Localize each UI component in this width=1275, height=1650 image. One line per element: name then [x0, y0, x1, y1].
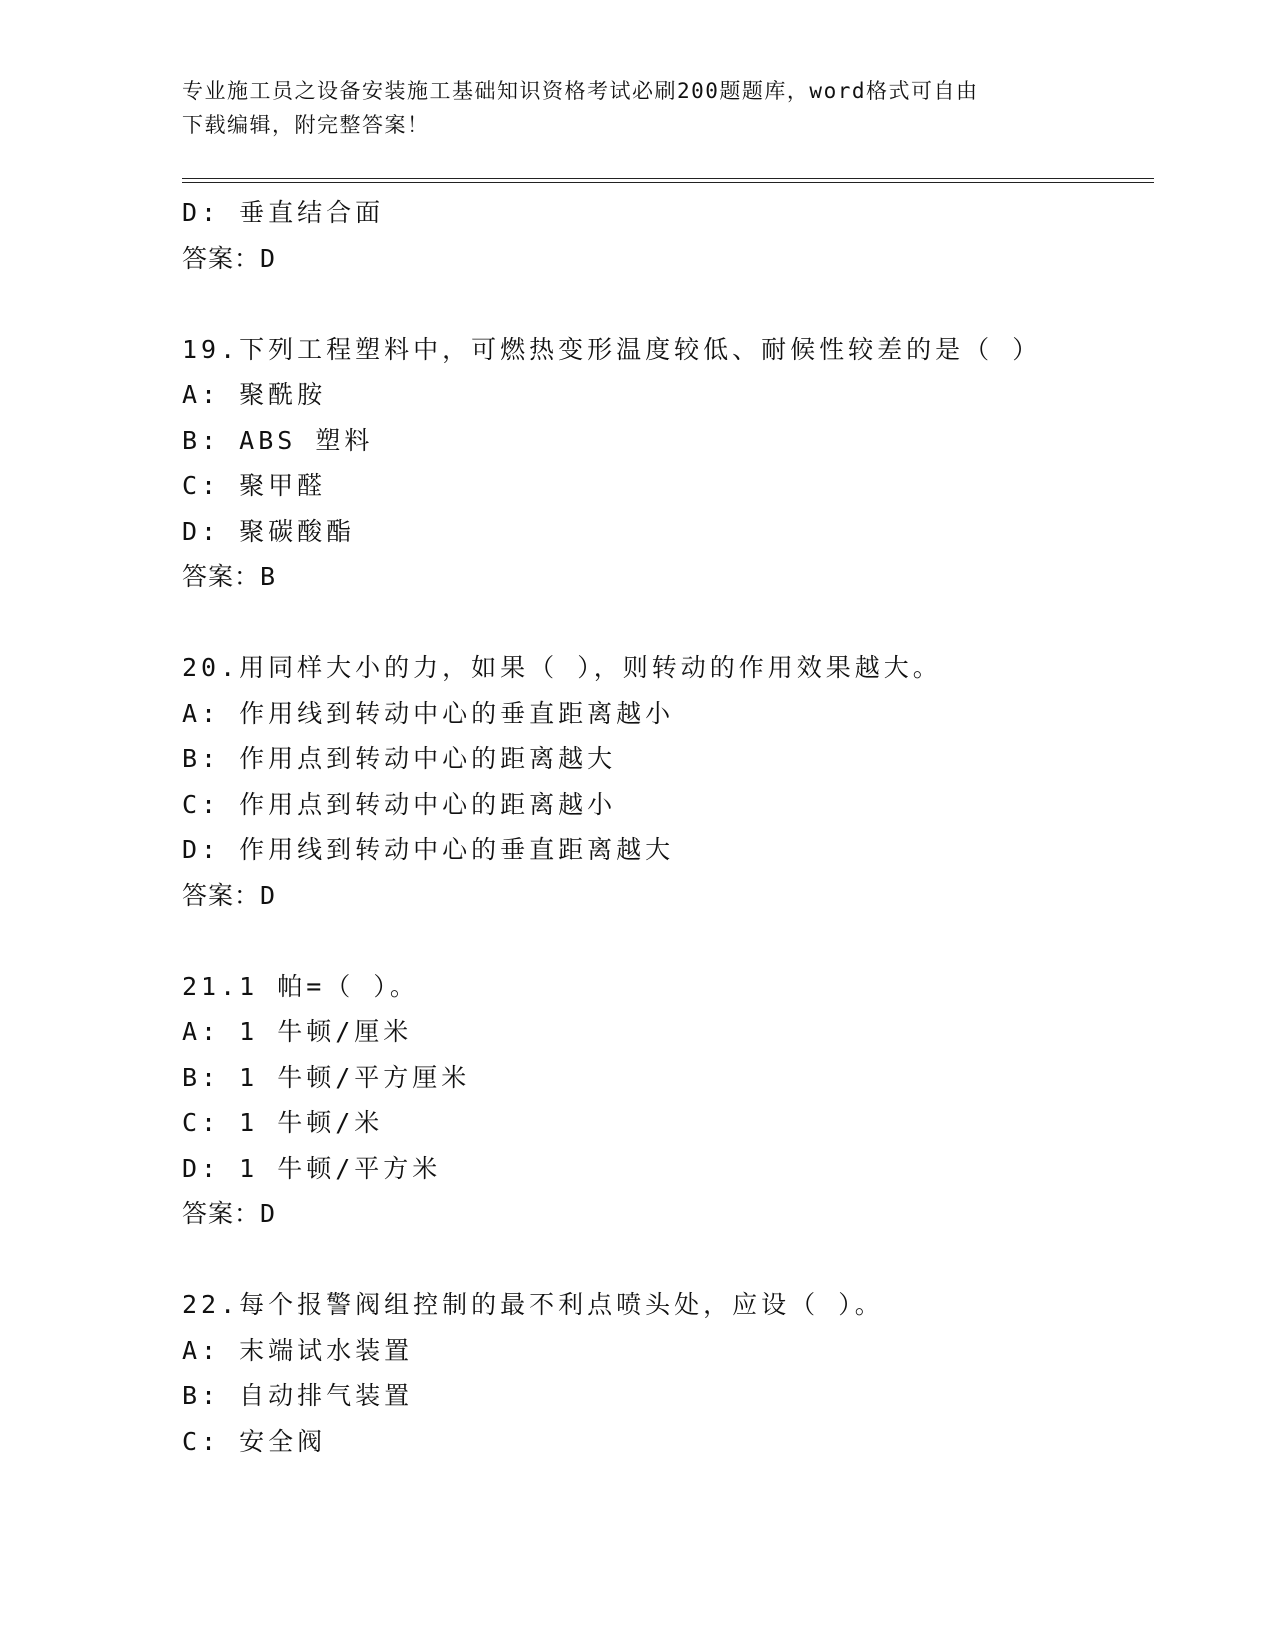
- answer: 答案：D: [182, 1199, 277, 1228]
- option-a: A: 作用线到转动中心的垂直距离越小: [182, 698, 675, 728]
- option-c: C: 1 牛顿/米: [182, 1108, 384, 1137]
- option-a: A: 1 牛顿/厘米: [182, 1017, 413, 1046]
- answer: 答案：D: [182, 880, 277, 910]
- header-divider-bottom: [182, 182, 1154, 183]
- option-d: D: 作用线到转动中心的垂直距离越大: [182, 835, 675, 864]
- option-b: B: 1 牛顿/平方厘米: [182, 1062, 471, 1092]
- option-b: B: 作用点到转动中心的距离越大: [182, 744, 617, 773]
- option-a: A: 末端试水装置: [182, 1335, 414, 1365]
- document-header: [182, 74, 1062, 142]
- header-divider-top: [182, 178, 1154, 179]
- option-d: D: 1 牛顿/平方米: [182, 1153, 442, 1183]
- option-d: D: 聚碳酸酯: [182, 516, 356, 546]
- question-list: [182, 190, 1162, 1464]
- question-stem: 19.下列工程塑料中，可燃热变形温度较低、耐候性较差的是（ ）: [182, 334, 1042, 364]
- question-19: [182, 327, 1162, 600]
- header-line-1: 专业施工员之设备安装施工基础知识资格考试必刷200题题库，word格式可自由: [182, 79, 979, 103]
- option-c: C: 聚甲醛: [182, 471, 327, 500]
- question-stem: 22.每个报警阀组控制的最不利点喷头处，应设（ ）。: [182, 1290, 884, 1319]
- question-20: [182, 645, 1162, 918]
- question-stem: 20.用同样大小的力，如果（ ），则转动的作用效果越大。: [182, 653, 942, 682]
- question-18-answer: 答案：D: [182, 243, 277, 273]
- option-b: B: ABS 塑料: [182, 425, 374, 455]
- option-c: C: 作用点到转动中心的距离越小: [182, 789, 617, 819]
- question-stem: 21.1 帕=（ ）。: [182, 971, 419, 1001]
- answer: 答案：B: [182, 562, 277, 591]
- option-c: C: 安全阀: [182, 1426, 327, 1456]
- option-b: B: 自动排气装置: [182, 1381, 414, 1410]
- question-21: [182, 964, 1162, 1237]
- question-22: [182, 1282, 1162, 1464]
- header-line-2: 下载编辑，附完整答案！: [182, 113, 430, 137]
- question-18-option-d: D: 垂直结合面: [182, 198, 385, 227]
- option-a: A: 聚酰胺: [182, 380, 327, 409]
